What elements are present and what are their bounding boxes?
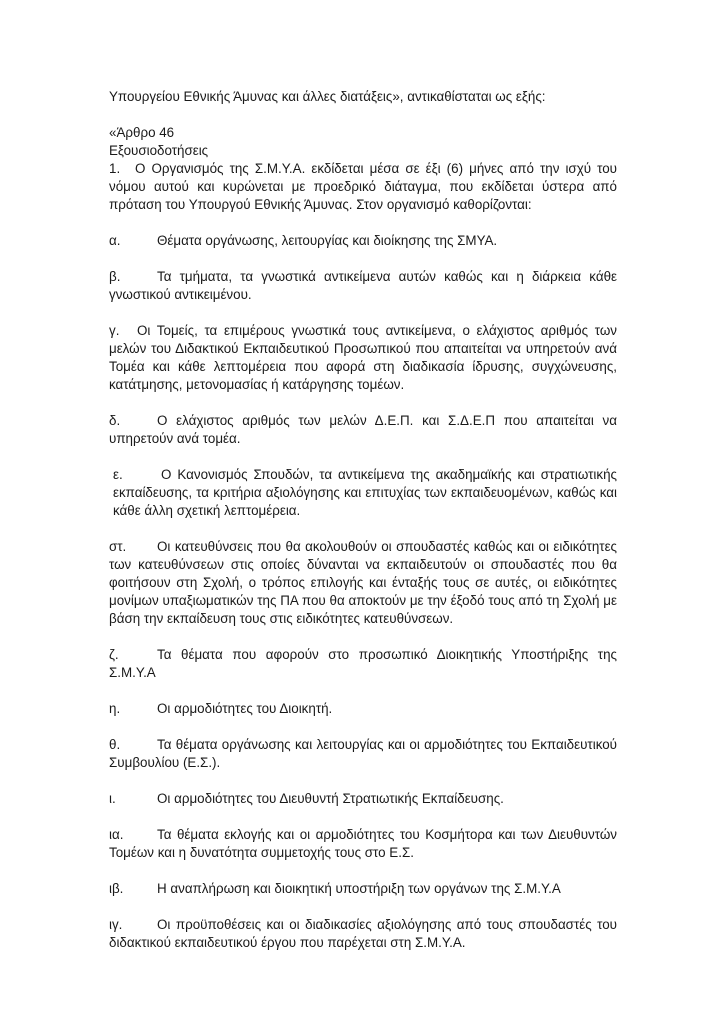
item-iota-gamma <box>109 916 617 952</box>
item-iota <box>109 790 617 808</box>
item-marker: β. <box>109 269 121 284</box>
item-marker: ιβ. <box>109 881 124 896</box>
article-subtitle: Εξουσιοδοτήσεις <box>109 143 209 158</box>
paragraph-1-number: 1. <box>109 161 121 176</box>
item-marker: ια. <box>109 827 124 842</box>
item-marker: ι. <box>109 791 116 806</box>
item-iota-beta <box>109 880 617 898</box>
item-marker: θ. <box>109 737 121 752</box>
paragraph-1-text: Ο Οργανισμός της Σ.Μ.Υ.Α. εκδίδεται μέσα σε έξι (6) μήνες από την ισχύ του νόμου αυτού και κυρώνεται με προεδρικό διάταγμα, που εκδίδεται ύστερα από πρόταση του Υπουργού Εθνικής Άμυνας. Στον οργανισμό καθορίζονται: <box>109 161 617 212</box>
item-gamma <box>109 322 617 394</box>
item-marker: ζ. <box>109 647 119 662</box>
paragraph-1 <box>109 160 617 214</box>
item-text: Οι αρμοδιότητες του Διοικητή. <box>157 701 333 716</box>
item-marker: η. <box>109 701 121 716</box>
intro-line: Υπουργείου Εθνικής Άμυνας και άλλες διατάξεις», αντικαθίσταται ως εξής: <box>109 89 546 104</box>
item-iota-alpha <box>109 826 617 862</box>
item-text: Τα τμήματα, τα γνωστικά αντικείμενα αυτών καθώς και η διάρκεια κάθε γνωστικού αντικειμένου. <box>109 269 617 302</box>
item-marker: στ. <box>109 539 127 554</box>
item-epsilon <box>109 466 617 520</box>
item-beta <box>109 268 617 304</box>
item-alpha <box>109 232 617 250</box>
item-text: Τα θέματα που αφορούν στο προσωπικό Διοικητικής Υποστήριξης της Σ.Μ.Υ.Α <box>109 647 617 680</box>
item-marker: δ. <box>109 413 121 428</box>
item-marker: γ. <box>109 323 120 338</box>
item-theta <box>109 736 617 772</box>
item-text: Θέματα οργάνωσης, λειτουργίας και διοίκησης της ΣΜΥΑ. <box>157 233 498 248</box>
item-text: Οι Τομείς, τα επιμέρους γνωστικά τους αντικείμενα, ο ελάχιστος αριθμός των μελών του Διδακτικού Εκπαιδευτικού Προσωπικού που απαιτείται να υπηρετούν ανά Τομέα και κάθε λεπτομέρεια που αφορά στη διαδικασία ίδρυσης, συγχώνευσης, κατάτμησης, μετονομασίας ή κατάργησης τομέων. <box>109 323 617 392</box>
item-text: Ο ελάχιστος αριθμός των μελών Δ.Ε.Π. και Σ.Δ.Ε.Π που απαιτείται να υπηρετούν ανά τομέα. <box>109 413 617 446</box>
item-delta <box>109 412 617 448</box>
item-stigma <box>109 538 617 628</box>
item-text: Οι προϋποθέσεις και οι διαδικασίες αξιολόγησης από τους σπουδαστές του διδακτικού εκπαιδευτικού έργου που παρέχεται στη Σ.Μ.Υ.Α. <box>109 917 617 950</box>
item-text: Οι κατευθύνσεις που θα ακολουθούν οι σπουδαστές καθώς και οι ειδικότητες των κατευθύνσεων στις οποίες δύνανται να εκπαιδευτούν οι σπουδαστές που θα φοιτήσουν στη Σχολή, ο τρόπος επιλογής και ένταξής τους σε αυτές, οι ειδικότητες μονίμων υπαξιωματικών της ΠΑ που θα αποκτούν με την έξοδό τους από τη Σχολή με βάση την εκπαίδευση τους στις ειδικότητες κατευθύνσεων. <box>109 539 617 626</box>
item-text: Η αναπλήρωση και διοικητική υποστήριξη των οργάνων της Σ.Μ.Υ.Α <box>157 881 561 896</box>
item-eta <box>109 700 617 718</box>
item-text: Τα θέματα οργάνωσης και λειτουργίας και οι αρμοδιότητες του Εκπαιδευτικού Συμβουλίου (Ε.Σ.). <box>109 737 617 770</box>
item-text: Τα θέματα εκλογής και οι αρμοδιότητες του Κοσμήτορα και των Διευθυντών Τομέων και η δυνατότητα συμμετοχής τους στο Ε.Σ. <box>109 827 617 860</box>
item-marker: α. <box>109 233 121 248</box>
item-marker: ε. <box>113 467 123 482</box>
item-zeta <box>109 646 617 682</box>
document-body <box>109 88 617 952</box>
article-block <box>109 124 617 214</box>
item-marker: ιγ. <box>109 917 123 932</box>
item-text: Ο Κανονισμός Σπουδών, τα αντικείμενα της ακαδημαϊκής και στρατιωτικής εκπαίδευσης, τα κριτήρια αξιολόγησης και επιτυχίας των εκπαιδευομένων, καθώς και κάθε άλλη σχετική λεπτομέρεια. <box>113 467 617 518</box>
article-heading: «Άρθρο 46 <box>109 125 175 140</box>
item-text: Οι αρμοδιότητες του Διευθυντή Στρατιωτικής Εκπαίδευσης. <box>157 791 504 806</box>
